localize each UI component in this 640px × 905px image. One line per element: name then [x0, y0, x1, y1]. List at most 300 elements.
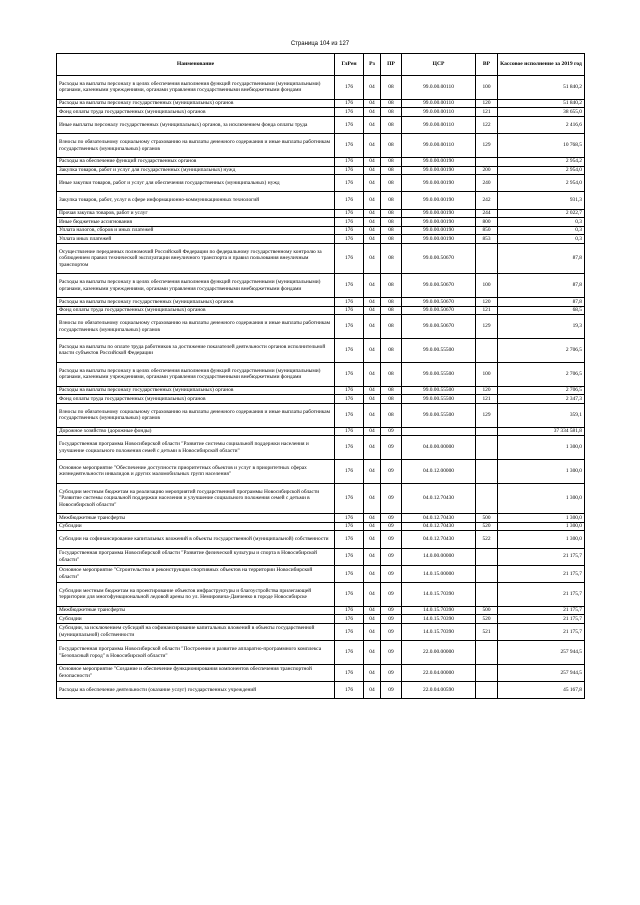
- row-vr-cell: 129: [476, 315, 498, 339]
- row-rz-cell: 04: [364, 274, 381, 298]
- row-rz-cell: 04: [364, 192, 381, 209]
- row-amount-cell: 1 300,0: [498, 522, 585, 531]
- row-pr-cell: 09: [381, 623, 402, 640]
- row-grp-cell: 176: [335, 192, 364, 209]
- table-row: [57, 514, 585, 523]
- row-grp-cell: 176: [335, 522, 364, 531]
- row-pr-cell: 08: [381, 134, 402, 158]
- row-pr-cell: 08: [381, 298, 402, 307]
- row-grp-cell: 176: [335, 209, 364, 218]
- row-grp-cell: 176: [335, 315, 364, 339]
- row-csr-cell: 99.0.00.00190: [402, 209, 476, 218]
- row-vr-cell: 120: [476, 386, 498, 395]
- row-csr-cell: 99.0.00.50670: [402, 306, 476, 315]
- row-amount-cell: 2 706,5: [498, 339, 585, 363]
- row-csr-cell: 99.0.00.00190: [402, 157, 476, 166]
- row-pr-cell: 09: [381, 664, 402, 681]
- row-name-cell: Расходы на выплаты персоналу в целях обеспечения выполнения функций государственными (муниципальными) органами, казенными учреждениями, органами управления государственными внебюджетными фондами: [57, 76, 335, 100]
- row-name-cell: Субсидии: [57, 522, 335, 531]
- row-csr-cell: 04.0.00.00000: [402, 436, 476, 460]
- row-rz-cell: 04: [364, 76, 381, 100]
- row-csr-cell: 14.0.15.70390: [402, 582, 476, 606]
- table-row: [57, 306, 585, 315]
- row-name-cell: Государственная программа Новосибирской области "Развитие системы социальной поддержки населения и улучшение социального положения семей с детьми в Новосибирской области": [57, 436, 335, 460]
- row-csr-cell: 14.0.15.70390: [402, 606, 476, 615]
- row-amount-cell: 0,3: [498, 235, 585, 244]
- row-rz-cell: 04: [364, 116, 381, 133]
- row-grp-cell: 176: [335, 362, 364, 386]
- row-grp-cell: 176: [335, 531, 364, 548]
- row-amount-cell: 21 175,7: [498, 548, 585, 565]
- row-rz-cell: 04: [364, 226, 381, 235]
- row-pr-cell: 09: [381, 531, 402, 548]
- row-rz-cell: 04: [364, 483, 381, 513]
- row-csr-cell: 04.0.12.70430: [402, 514, 476, 523]
- row-name-cell: Фонд оплаты труда государственных (муниципальных) органов: [57, 108, 335, 117]
- row-rz-cell: 04: [364, 339, 381, 363]
- table-row: [57, 436, 585, 460]
- row-vr-cell: 500: [476, 514, 498, 523]
- row-rz-cell: 04: [364, 395, 381, 404]
- row-name-cell: Закупка товаров, работ и услуг для государственных (муниципальных) нужд: [57, 166, 335, 175]
- row-vr-cell: 120: [476, 298, 498, 307]
- row-name-cell: Иные закупки товаров, работ и услуг для обеспечения государственных (муниципальных) нужд: [57, 175, 335, 192]
- row-grp-cell: 176: [335, 514, 364, 523]
- row-amount-cell: 1 300,0: [498, 514, 585, 523]
- row-name-cell: Фонд оплаты труда государственных (муниципальных) органов: [57, 395, 335, 404]
- row-pr-cell: 09: [381, 483, 402, 513]
- row-name-cell: Иные бюджетные ассигнования: [57, 218, 335, 227]
- row-vr-cell: [476, 427, 498, 436]
- row-vr-cell: [476, 339, 498, 363]
- row-amount-cell: 0,3: [498, 218, 585, 227]
- table-row: [57, 76, 585, 100]
- table-row: [57, 386, 585, 395]
- row-name-cell: Осуществление переданных полномочий Российской Федерации по федеральному государственному контролю за соблюдением правил технической эксплуатации внеуличного транспорта и правил пользования внеуличным транспортом: [57, 243, 335, 273]
- row-amount-cell: 2 954,0: [498, 175, 585, 192]
- row-csr-cell: 99.0.00.55500: [402, 339, 476, 363]
- row-name-cell: Взносы по обязательному социальному страхованию на выплаты денежного содержания и иные выплаты работникам государственных (муниципальных) органов: [57, 315, 335, 339]
- row-amount-cell: 257 944,5: [498, 641, 585, 665]
- table-row: [57, 339, 585, 363]
- row-pr-cell: 08: [381, 175, 402, 192]
- row-pr-cell: 09: [381, 460, 402, 484]
- row-rz-cell: 04: [364, 522, 381, 531]
- row-csr-cell: 99.0.00.00190: [402, 175, 476, 192]
- table-row: [57, 522, 585, 531]
- row-pr-cell: 09: [381, 582, 402, 606]
- row-vr-cell: 129: [476, 403, 498, 427]
- header-vr: ВР: [476, 54, 498, 76]
- row-amount-cell: 10 768,5: [498, 134, 585, 158]
- row-grp-cell: 176: [335, 615, 364, 624]
- row-name-cell: Расходы на обеспечение функций государственных органов: [57, 157, 335, 166]
- header-pr: ПР: [381, 54, 402, 76]
- header-name: Наименование: [57, 54, 335, 76]
- row-name-cell: Расходы на выплаты персоналу государственных (муниципальных) органов: [57, 298, 335, 307]
- row-pr-cell: 08: [381, 243, 402, 273]
- row-amount-cell: 0,3: [498, 226, 585, 235]
- table-row: [57, 606, 585, 615]
- row-name-cell: Субсидии местным бюджетам на реализацию мероприятий государственной программы Новосибирской области "Развитие системы социальной поддержки населения и улучшение социального положения семей с детьми в Новосибирской области": [57, 483, 335, 513]
- row-csr-cell: 04.0.12.70430: [402, 483, 476, 513]
- row-csr-cell: 22.0.04.00590: [402, 682, 476, 699]
- row-pr-cell: 08: [381, 76, 402, 100]
- row-name-cell: Закупка товаров, работ, услуг в сфере информационно-коммуникационных технологий: [57, 192, 335, 209]
- row-vr-cell: 850: [476, 226, 498, 235]
- row-vr-cell: [476, 436, 498, 460]
- row-amount-cell: 87,8: [498, 298, 585, 307]
- row-pr-cell: 09: [381, 514, 402, 523]
- row-name-cell: Уплата иных платежей: [57, 235, 335, 244]
- row-rz-cell: 04: [364, 108, 381, 117]
- table-row: [57, 682, 585, 699]
- table-row: [57, 108, 585, 117]
- row-vr-cell: 800: [476, 218, 498, 227]
- row-csr-cell: 99.0.00.50670: [402, 274, 476, 298]
- row-rz-cell: 04: [364, 615, 381, 624]
- row-grp-cell: 176: [335, 682, 364, 699]
- table-row: [57, 192, 585, 209]
- row-name-cell: Взносы по обязательному социальному страхованию на выплаты денежного содержания и иные выплаты работникам государственных (муниципальных) органов: [57, 403, 335, 427]
- row-csr-cell: 04.0.12.00000: [402, 460, 476, 484]
- table-row: [57, 362, 585, 386]
- row-amount-cell: 38 655,0: [498, 108, 585, 117]
- row-grp-cell: 176: [335, 235, 364, 244]
- row-csr-cell: [402, 427, 476, 436]
- row-vr-cell: 522: [476, 531, 498, 548]
- row-rz-cell: 04: [364, 641, 381, 665]
- row-vr-cell: [476, 641, 498, 665]
- row-pr-cell: 08: [381, 99, 402, 108]
- table-row: [57, 134, 585, 158]
- row-csr-cell: 99.0.00.00110: [402, 108, 476, 117]
- row-name-cell: Межбюджетные трансферты: [57, 514, 335, 523]
- row-grp-cell: 176: [335, 623, 364, 640]
- row-rz-cell: 04: [364, 664, 381, 681]
- row-grp-cell: 176: [335, 243, 364, 273]
- row-grp-cell: 176: [335, 116, 364, 133]
- row-vr-cell: [476, 548, 498, 565]
- row-amount-cell: 2 954,0: [498, 166, 585, 175]
- row-rz-cell: 04: [364, 166, 381, 175]
- table-row: [57, 116, 585, 133]
- row-pr-cell: 09: [381, 615, 402, 624]
- header-amount: Кассовое исполнение за 2019 год: [498, 54, 585, 76]
- row-csr-cell: 14.0.15.70390: [402, 615, 476, 624]
- row-csr-cell: 99.0.00.00190: [402, 235, 476, 244]
- row-name-cell: Уплата налогов, сборов и иных платежей: [57, 226, 335, 235]
- row-grp-cell: 176: [335, 274, 364, 298]
- row-pr-cell: 08: [381, 192, 402, 209]
- row-amount-cell: 2 022,7: [498, 209, 585, 218]
- row-name-cell: Прочая закупка товаров, работ и услуг: [57, 209, 335, 218]
- row-csr-cell: 22.0.04.00000: [402, 664, 476, 681]
- row-rz-cell: 04: [364, 362, 381, 386]
- row-pr-cell: 09: [381, 565, 402, 582]
- row-csr-cell: 99.0.00.00190: [402, 218, 476, 227]
- row-rz-cell: 04: [364, 606, 381, 615]
- row-pr-cell: 08: [381, 395, 402, 404]
- row-rz-cell: 04: [364, 460, 381, 484]
- row-csr-cell: 99.0.00.00190: [402, 226, 476, 235]
- row-grp-cell: 176: [335, 166, 364, 175]
- row-pr-cell: 08: [381, 306, 402, 315]
- table-row: [57, 641, 585, 665]
- row-name-cell: Основное мероприятие "Строительство и реконструкция спортивных объектов на территории Новосибирской области": [57, 565, 335, 582]
- row-csr-cell: 99.0.00.00110: [402, 134, 476, 158]
- row-vr-cell: 244: [476, 209, 498, 218]
- row-grp-cell: 176: [335, 582, 364, 606]
- row-amount-cell: 1 300,0: [498, 460, 585, 484]
- row-vr-cell: 521: [476, 623, 498, 640]
- row-rz-cell: 04: [364, 403, 381, 427]
- row-grp-cell: 176: [335, 436, 364, 460]
- row-rz-cell: 04: [364, 157, 381, 166]
- row-csr-cell: 99.0.00.50670: [402, 243, 476, 273]
- row-vr-cell: 520: [476, 522, 498, 531]
- header-rz: Рз: [364, 54, 381, 76]
- row-rz-cell: 04: [364, 514, 381, 523]
- table-row: [57, 209, 585, 218]
- row-pr-cell: 09: [381, 427, 402, 436]
- row-rz-cell: 04: [364, 682, 381, 699]
- row-vr-cell: 100: [476, 362, 498, 386]
- row-grp-cell: 176: [335, 76, 364, 100]
- row-csr-cell: 22.0.00.00000: [402, 641, 476, 665]
- table-row: [57, 582, 585, 606]
- row-amount-cell: 359,1: [498, 403, 585, 427]
- row-vr-cell: 520: [476, 615, 498, 624]
- row-name-cell: Дорожное хозяйство (дорожные фонды): [57, 427, 335, 436]
- row-vr-cell: 120: [476, 99, 498, 108]
- row-amount-cell: 51 840,2: [498, 99, 585, 108]
- row-rz-cell: 04: [364, 99, 381, 108]
- row-rz-cell: 04: [364, 243, 381, 273]
- row-vr-cell: 129: [476, 134, 498, 158]
- row-csr-cell: 14.0.15.70390: [402, 623, 476, 640]
- row-amount-cell: 2 416,6: [498, 116, 585, 133]
- row-vr-cell: 500: [476, 606, 498, 615]
- row-csr-cell: 99.0.00.00190: [402, 192, 476, 209]
- table-row: [57, 274, 585, 298]
- row-grp-cell: 176: [335, 99, 364, 108]
- row-amount-cell: 2 347,3: [498, 395, 585, 404]
- row-amount-cell: 931,3: [498, 192, 585, 209]
- row-vr-cell: [476, 664, 498, 681]
- row-name-cell: Фонд оплаты труда государственных (муниципальных) органов: [57, 306, 335, 315]
- row-csr-cell: 14.0.15.00000: [402, 565, 476, 582]
- table-row: [57, 315, 585, 339]
- row-amount-cell: 2 706,5: [498, 362, 585, 386]
- row-grp-cell: 176: [335, 226, 364, 235]
- row-amount-cell: 2 954,2: [498, 157, 585, 166]
- row-vr-cell: 100: [476, 274, 498, 298]
- row-grp-cell: 176: [335, 548, 364, 565]
- row-grp-cell: 176: [335, 606, 364, 615]
- row-vr-cell: [476, 483, 498, 513]
- row-name-cell: Взносы по обязательному социальному страхованию на выплаты денежного содержания и иные выплаты работникам государственных (муниципальных) органов: [57, 134, 335, 158]
- row-name-cell: Расходы на выплаты персоналу в целях обеспечения выполнения функций государственными (муниципальными) органами, казенными учреждениями, органами управления государственными внебюджетными фондами: [57, 274, 335, 298]
- row-grp-cell: 176: [335, 157, 364, 166]
- row-name-cell: Государственная программа Новосибирской области "Построение и развитие аппаратно-программного комплекса "Безопасный город" в Новосибирской области": [57, 641, 335, 665]
- row-rz-cell: 04: [364, 175, 381, 192]
- row-grp-cell: 176: [335, 298, 364, 307]
- row-name-cell: Межбюджетные трансферты: [57, 606, 335, 615]
- row-rz-cell: 04: [364, 582, 381, 606]
- row-rz-cell: 04: [364, 134, 381, 158]
- row-vr-cell: [476, 243, 498, 273]
- row-grp-cell: 176: [335, 664, 364, 681]
- row-pr-cell: 08: [381, 315, 402, 339]
- row-csr-cell: 99.0.00.55500: [402, 403, 476, 427]
- table-row: [57, 664, 585, 681]
- row-csr-cell: 99.0.00.55500: [402, 395, 476, 404]
- row-rz-cell: 04: [364, 209, 381, 218]
- row-amount-cell: 19,3: [498, 315, 585, 339]
- row-vr-cell: [476, 565, 498, 582]
- row-pr-cell: 09: [381, 548, 402, 565]
- row-name-cell: Расходы на выплаты персоналу государственных (муниципальных) органов: [57, 386, 335, 395]
- row-grp-cell: 176: [335, 460, 364, 484]
- row-csr-cell: 99.0.00.00110: [402, 76, 476, 100]
- row-grp-cell: 176: [335, 306, 364, 315]
- row-amount-cell: 1 300,0: [498, 483, 585, 513]
- row-csr-cell: 99.0.00.50670: [402, 315, 476, 339]
- row-name-cell: Расходы на выплаты по оплате труда работников за достижение показателей деятельности органов исполнительной власти субъектов Российской Федерации: [57, 339, 335, 363]
- row-amount-cell: 45 167,8: [498, 682, 585, 699]
- row-rz-cell: 04: [364, 386, 381, 395]
- row-grp-cell: 176: [335, 175, 364, 192]
- row-pr-cell: 08: [381, 339, 402, 363]
- row-name-cell: Иные выплаты персоналу государственных (муниципальных) органов, за исключением фонда оплаты труда: [57, 116, 335, 133]
- row-csr-cell: 04.0.12.70430: [402, 522, 476, 531]
- row-rz-cell: 04: [364, 436, 381, 460]
- row-csr-cell: 14.0.00.00000: [402, 548, 476, 565]
- table-row: [57, 175, 585, 192]
- row-pr-cell: 09: [381, 606, 402, 615]
- row-vr-cell: 122: [476, 116, 498, 133]
- budget-execution-table: [56, 53, 585, 699]
- row-pr-cell: 08: [381, 235, 402, 244]
- table-row: [57, 483, 585, 513]
- table-row: [57, 166, 585, 175]
- row-vr-cell: 100: [476, 76, 498, 100]
- row-name-cell: Субсидии на софинансирование капитальных вложений в объекты государственной (муниципальной) собственности: [57, 531, 335, 548]
- row-pr-cell: 08: [381, 157, 402, 166]
- table-row: [57, 623, 585, 640]
- row-rz-cell: 04: [364, 306, 381, 315]
- row-csr-cell: 04.0.12.70430: [402, 531, 476, 548]
- row-rz-cell: 04: [364, 315, 381, 339]
- row-amount-cell: 21 175,7: [498, 615, 585, 624]
- row-pr-cell: 08: [381, 209, 402, 218]
- table-row: [57, 243, 585, 273]
- row-name-cell: Расходы на обеспечение деятельности (оказание услуг) государственных учреждений: [57, 682, 335, 699]
- row-csr-cell: 99.0.00.00110: [402, 99, 476, 108]
- row-vr-cell: [476, 682, 498, 699]
- table-row: [57, 298, 585, 307]
- row-name-cell: Государственная программа Новосибирской области "Развитие физической культуры и спорта в Новосибирской области": [57, 548, 335, 565]
- row-vr-cell: [476, 582, 498, 606]
- row-amount-cell: 21 175,7: [498, 623, 585, 640]
- row-pr-cell: 08: [381, 362, 402, 386]
- row-grp-cell: 176: [335, 339, 364, 363]
- row-csr-cell: 99.0.00.00190: [402, 166, 476, 175]
- row-rz-cell: 04: [364, 565, 381, 582]
- row-amount-cell: 1 300,0: [498, 436, 585, 460]
- row-amount-cell: 87,8: [498, 243, 585, 273]
- row-vr-cell: 200: [476, 166, 498, 175]
- row-grp-cell: 176: [335, 641, 364, 665]
- row-pr-cell: 09: [381, 522, 402, 531]
- row-name-cell: Субсидии местным бюджетам на проектирование объектов инфраструктуры и благоустройства прилегающей территории для многофункциональной ледовой арены по ул. Немировича-Данченко в городе Новосибирске: [57, 582, 335, 606]
- row-grp-cell: 176: [335, 134, 364, 158]
- table-row: [57, 615, 585, 624]
- row-name-cell: Субсидии, за исключением субсидий на софинансирование капитальных вложений в объекты государственной (муниципальной) собственности: [57, 623, 335, 640]
- row-name-cell: Расходы на выплаты персоналу государственных (муниципальных) органов: [57, 99, 335, 108]
- row-csr-cell: 99.0.00.55500: [402, 386, 476, 395]
- row-grp-cell: 176: [335, 386, 364, 395]
- row-amount-cell: 21 175,7: [498, 582, 585, 606]
- table-row: [57, 403, 585, 427]
- table-row: [57, 218, 585, 227]
- row-vr-cell: 121: [476, 395, 498, 404]
- row-amount-cell: 21 175,7: [498, 565, 585, 582]
- row-rz-cell: 04: [364, 623, 381, 640]
- table-row: [57, 531, 585, 548]
- row-rz-cell: 04: [364, 548, 381, 565]
- table-header-row: [57, 54, 585, 76]
- row-amount-cell: 2 706,5: [498, 386, 585, 395]
- row-csr-cell: 99.0.00.50670: [402, 298, 476, 307]
- row-rz-cell: 04: [364, 218, 381, 227]
- row-rz-cell: 04: [364, 427, 381, 436]
- table-row: [57, 99, 585, 108]
- row-csr-cell: 99.0.00.00110: [402, 116, 476, 133]
- row-vr-cell: 121: [476, 306, 498, 315]
- row-name-cell: Основное мероприятие "Обеспечение доступности приоритетных объектов и услуг в приоритетных сферах жизнедеятельности инвалидов и других маломобильных групп населения": [57, 460, 335, 484]
- table-row: [57, 226, 585, 235]
- row-grp-cell: 176: [335, 108, 364, 117]
- table-row: [57, 427, 585, 436]
- header-grp: ГлРен: [335, 54, 364, 76]
- row-grp-cell: 176: [335, 218, 364, 227]
- table-row: [57, 548, 585, 565]
- row-amount-cell: 1 300,0: [498, 531, 585, 548]
- row-grp-cell: 176: [335, 565, 364, 582]
- row-rz-cell: 04: [364, 298, 381, 307]
- row-amount-cell: 51 840,2: [498, 76, 585, 100]
- row-pr-cell: 08: [381, 218, 402, 227]
- row-pr-cell: 08: [381, 108, 402, 117]
- row-pr-cell: 09: [381, 641, 402, 665]
- row-pr-cell: 08: [381, 226, 402, 235]
- row-pr-cell: 08: [381, 116, 402, 133]
- header-csr: ЦСР: [402, 54, 476, 76]
- row-vr-cell: 242: [476, 192, 498, 209]
- row-pr-cell: 09: [381, 436, 402, 460]
- row-amount-cell: 87,8: [498, 274, 585, 298]
- page-number-label: Страница 104 из 127: [290, 41, 350, 47]
- row-rz-cell: 04: [364, 235, 381, 244]
- row-grp-cell: 176: [335, 427, 364, 436]
- row-grp-cell: 176: [335, 395, 364, 404]
- row-pr-cell: 09: [381, 682, 402, 699]
- table-row: [57, 157, 585, 166]
- row-grp-cell: 176: [335, 483, 364, 513]
- row-amount-cell: 21 175,7: [498, 606, 585, 615]
